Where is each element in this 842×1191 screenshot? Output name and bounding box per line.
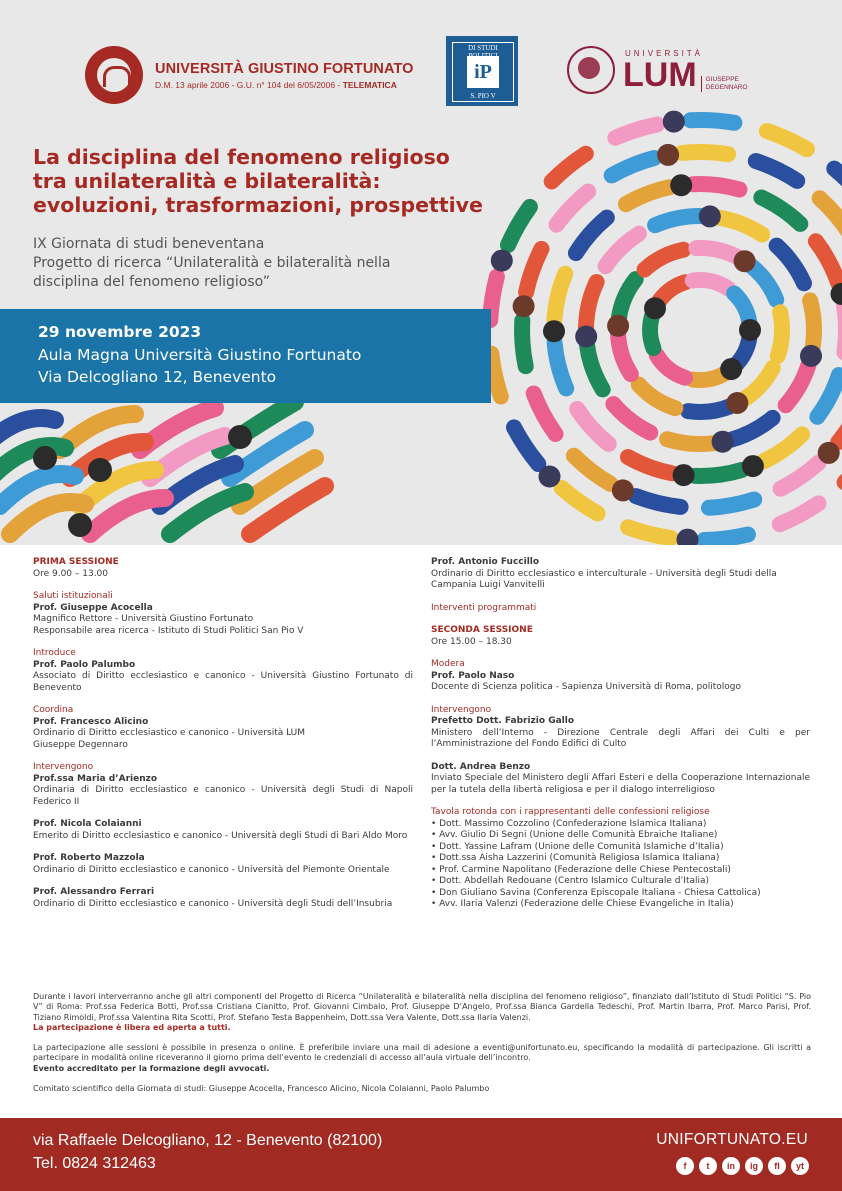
event-notes [33, 992, 811, 1104]
intervengono-label: Intervengono [431, 704, 492, 715]
session-two-time: Ore 15.00 – 18.30 [431, 636, 512, 647]
figure-head [612, 479, 634, 501]
spiral-band [618, 332, 631, 374]
spiral-band [562, 488, 598, 513]
speaker-role: Magnifico Rettore - Università Giustino Fortunato [33, 614, 254, 624]
speaker-role: Ordinaria di Diritto ecclesiastico e canonico - Università degli Studi di Napoli Federico II [33, 785, 413, 807]
spiral-band [704, 535, 748, 541]
spiral-band [626, 187, 670, 204]
spiral-band [576, 218, 607, 254]
spiral-band [522, 320, 526, 366]
isp-mark-icon: iP [467, 56, 499, 88]
figure-head [712, 431, 734, 453]
list-item: • Dott. Massimo Cozzolino (Confederazione Islamica Italiana) [431, 818, 707, 829]
spiral-band [514, 427, 538, 464]
speaker-name: Prof. Paolo Palumbo [33, 659, 136, 670]
speaker-role: Responsabile area ricerca - Istituto di Studi Politici San Pio V [33, 625, 304, 636]
spiral-band [526, 249, 541, 292]
speaker-name: Prof. Antonio Fuccillo [431, 557, 540, 567]
list-item: • Dott. Yassine Lafram (Unione delle Comunità Islamiche d’Italia) [431, 841, 724, 852]
introduce-label: Introduce [33, 648, 76, 658]
unifortunato-name: UNIVERSITÀ GIUSTINO FORTUNATO [155, 60, 414, 77]
speaker-name: Prof. Giuseppe Acocella [33, 602, 153, 613]
spiral-band [816, 241, 838, 282]
flickr-icon[interactable]: fl [768, 1157, 786, 1175]
participation-note: La partecipazione alle sessioni è possibile in presenza o online. È preferibile inviare una mail di adesione a eventi@unifortunato.eu, specificando la modalità di partecipazione. Gli iscritti a partecipare in modalità online riceveranno il giorno prima dell’evento le credenziali di accesso all’aula virtuale dell’incontro. Evento accreditato per la formazione degli avvocati. [33, 1043, 811, 1073]
spiral-band [615, 124, 657, 137]
tavola-rotonda-title: Tavola rotonda con i rappresentanti delle confessioni religiose [431, 807, 710, 817]
event-info-banner [0, 309, 491, 403]
spiral-band [619, 279, 636, 319]
lum-subtitle: GIUSEPPE DEGENNARO [701, 76, 748, 92]
coordina-label: Coordina [33, 705, 74, 715]
spiral-band [810, 300, 814, 347]
spiral-band [682, 152, 728, 154]
spiral-band [667, 439, 713, 444]
spiral-band [817, 375, 839, 417]
spiral-band [693, 184, 740, 189]
speaker-name: Prof. Roberto Mazzola [33, 853, 145, 863]
unifortunato-decree: D.M. 13 aprile 2006 - G.U. n° 104 del 6/05/2006 - TELEMATICA [155, 79, 397, 90]
speaker-role: Ordinario di Diritto ecclesiastico e canonico - Università LUM [33, 728, 306, 738]
speaker-name: Prof. Alessandro Ferrari [33, 887, 155, 897]
interventi-label: Interventi programmati [431, 602, 537, 613]
figure-head [607, 315, 629, 337]
research-note: Durante i lavori interverranno anche gli altri componenti del Progetto di Ricerca “Unilateralità e bilateralità nella disciplina del fenomeno religioso”, finanziato dall’Istituto di Studi Politici “S. Pio V” di Roma: Prof.ssa Federica Botti, Prof.ssa Cristiana Cianitto, Prof. Giovanni Cimbalo, Prof. Giuseppe D’Angelo, Prof.ssa Bianca Gardella Tedeschi, Prof. Martin Ibarra, Prof. Marco Parisi, Prof. Tiziano Rimoldi, Prof.ssa Valentina Rita Scotti, Prof. Stefano Testa Bappenheim, Dott.ssa Vera Valente, Dott.ssa Ilaria Valenzi. La partecipazione è libera ed aperta a tutti. [33, 992, 811, 1032]
lum-university-label: UNIVERSITÀ [625, 48, 704, 58]
spiral-band [691, 120, 735, 123]
spiral-band [781, 463, 819, 489]
spiral-band [612, 158, 655, 175]
logo-istituto-studi-politici [446, 36, 518, 106]
speaker-name: Prof. Nicola Colaianni [33, 819, 142, 829]
spiral-band [761, 198, 800, 224]
spiral-band [639, 385, 676, 409]
figure-head [742, 455, 764, 477]
spiral-band [577, 409, 609, 444]
event-address: Via Delcogliano 12, Benevento [38, 368, 277, 386]
event-date: 29 novembre 2023 [38, 323, 202, 341]
list-item: • Avv. Ilaria Valenzi (Federazione delle Chiese Evangeliche in Italia) [431, 899, 734, 909]
speaker-role: Associato di Diritto ecclesiastico e canonico - Università Giustino Fortunato di Benevento [33, 671, 413, 693]
spiral-band [628, 527, 671, 538]
spiral-band [732, 418, 773, 440]
intervengono-label: Intervengono [33, 762, 94, 772]
figure-head [575, 326, 597, 348]
spiral-band [696, 248, 739, 258]
program-column-left [33, 557, 413, 921]
footer [0, 1118, 842, 1191]
figure-head [734, 250, 756, 272]
session-one-title: PRIMA SESSIONE [33, 557, 119, 567]
logo-lum [567, 46, 748, 94]
footer-phone[interactable]: Tel. 0824 312463 [33, 1155, 156, 1172]
spiral-band [767, 131, 807, 149]
spiral-band [555, 343, 567, 389]
list-item: • Dott. Abdellah Redouane (Centro Islamico Culturale d’Italia) [431, 876, 710, 886]
figure-head [513, 295, 535, 317]
event-title: La disciplina del fenomeno religioso tra unilateralità e bilateralità: evoluzioni, trasformazioni, prospettive [33, 145, 483, 217]
spiral-band [657, 355, 685, 378]
speaker-name: Prof. Francesco Alicino [33, 716, 149, 727]
spiral-band [645, 250, 684, 270]
spiral-band [820, 198, 842, 233]
website-link[interactable]: UNIFORTUNATO.EU [656, 1131, 808, 1148]
speaker-role: Emerito di Diritto ecclesiastico e canonico - Università degli Studi di Bari Aldo Moro [33, 830, 408, 841]
instagram-icon[interactable]: ig [745, 1157, 763, 1175]
spiral-band [709, 500, 754, 508]
event-venue: Aula Magna Università Giustino Fortunato [38, 346, 362, 364]
speaker-name: Prefetto Dott. Fabrizio Gallo [431, 716, 575, 726]
figure-head [677, 529, 699, 545]
speaker-name: Dott. Andrea Benzo [431, 761, 531, 772]
figure-head [699, 205, 721, 227]
figure-head [673, 464, 695, 486]
spiral-band [628, 457, 672, 473]
figure-head [68, 513, 92, 537]
speaker-name: Prof. Paolo Naso [431, 670, 515, 681]
spiral-band [756, 161, 797, 181]
figure-head [33, 446, 57, 470]
logo-unifortunato [85, 46, 414, 104]
program-column-right [431, 557, 810, 922]
spiral-band [750, 265, 776, 300]
spiral-band [606, 234, 639, 267]
figure-head [228, 425, 252, 449]
spiral-band [764, 434, 803, 461]
modera-label: Modera [431, 659, 465, 669]
spiral-band [574, 456, 610, 484]
figure-head [739, 319, 761, 341]
spiral-band [554, 274, 565, 320]
speaker-role: Docente di Scienza politica - Sapienza Università di Roma, politologo [431, 682, 741, 692]
spiral-band [655, 216, 701, 225]
figure-head [800, 345, 822, 367]
spiral-band [778, 312, 782, 356]
spiral-band [838, 403, 842, 442]
speaker-role: Inviato Speciale del Ministero degli Affari Esteri e della Cooperazione Internazionale per la tutela della libertà religiosa e per il dialogo interreligioso [431, 773, 810, 795]
figure-head [818, 442, 840, 464]
saluti-label: Saluti istituzionali [33, 591, 113, 601]
figure-head [720, 358, 742, 380]
spiral-band [780, 503, 819, 524]
figure-head [657, 144, 679, 166]
spiral-band [743, 368, 773, 400]
figure-head [726, 392, 748, 414]
speaker-name: Prof.ssa Maria d’Arienzo [33, 773, 158, 784]
spiral-band [719, 218, 762, 235]
scientific-committee: Comitato scientifico della Giornata di studi: Giuseppe Acocella, Francesco Alicino, Nicola Colaianni, Paolo Palumbo [33, 1084, 490, 1094]
spiral-band [688, 406, 731, 412]
figure-head [88, 458, 112, 482]
linkedin-icon[interactable]: in [722, 1157, 740, 1175]
figure-head [539, 466, 561, 488]
speaker-role: Ordinario di Diritto ecclesiastico e interculturale - Università degli Studi della Campania Luigi Vanvitelli [431, 568, 777, 590]
spiral-band [491, 354, 501, 397]
header-area [0, 0, 842, 545]
list-item: • Avv. Giulio Di Segni (Unione delle Comunità Ebraiche Italiane) [431, 830, 718, 840]
event-subtitle: IX Giornata di studi beneventana Progetto di ricerca “Unilateralità e bilateralità nella disciplina del fenomeno religioso” [33, 236, 391, 290]
session-two-title: SECONDA SESSIONE [431, 625, 533, 635]
list-item: • Don Giuliano Savina (Conferenza Episcopale Italiana - Chiesa Cattolica) [431, 887, 761, 898]
figure-head [663, 111, 685, 133]
spiral-band [693, 280, 728, 289]
flow-band [90, 498, 165, 534]
lum-seal-icon [567, 46, 615, 94]
speaker-role: Ordinario di Diritto ecclesiastico e canonico - Università degli Studi dell’Insubria [33, 898, 393, 909]
lum-name: LUM [623, 55, 697, 94]
list-item: • Prof. Carmine Napolitano (Federazione delle Chiese Pentecostali) [431, 864, 731, 875]
spiral-band [834, 169, 842, 201]
spiral-band [695, 470, 742, 476]
session-one-time: Ore 9.00 – 13.00 [33, 568, 109, 579]
social-icons [676, 1157, 809, 1175]
twitter-icon[interactable]: t [699, 1157, 717, 1175]
speaker-role: Ministero dell’Interno - Direzione Centrale degli Affari dei Culti e per l’Amministrazione del Fondo Edifici di Culto [431, 727, 810, 749]
footer-address: via Raffaele Delcogliano, 12 - Benevento (82100) [33, 1132, 383, 1149]
list-item: • Dott.ssa Aisha Lazzerini (Comunità Religiosa Islamica Italiana) [431, 853, 720, 863]
spiral-band [777, 246, 804, 284]
facebook-icon[interactable]: f [676, 1157, 694, 1175]
figure-head [644, 297, 666, 319]
isp-top-text: DI STUDI [468, 44, 498, 52]
youtube-icon[interactable]: yt [791, 1157, 809, 1175]
spiral-band [786, 365, 809, 406]
isp-bottom-text: S. PIO V [470, 92, 496, 100]
speaker-role: Giuseppe Degennaro [33, 739, 128, 750]
spiral-band [636, 496, 681, 507]
spiral-band [613, 404, 650, 433]
figure-head [543, 320, 565, 342]
spiral-band [534, 394, 556, 435]
figure-head [670, 174, 692, 196]
speaker-role: Ordinario di Diritto ecclesiastico e canonico - Università del Piemonte Orientale [33, 864, 390, 875]
unifortunato-seal-icon [85, 46, 143, 104]
spiral-band [586, 282, 597, 327]
spiral-band [587, 346, 603, 390]
